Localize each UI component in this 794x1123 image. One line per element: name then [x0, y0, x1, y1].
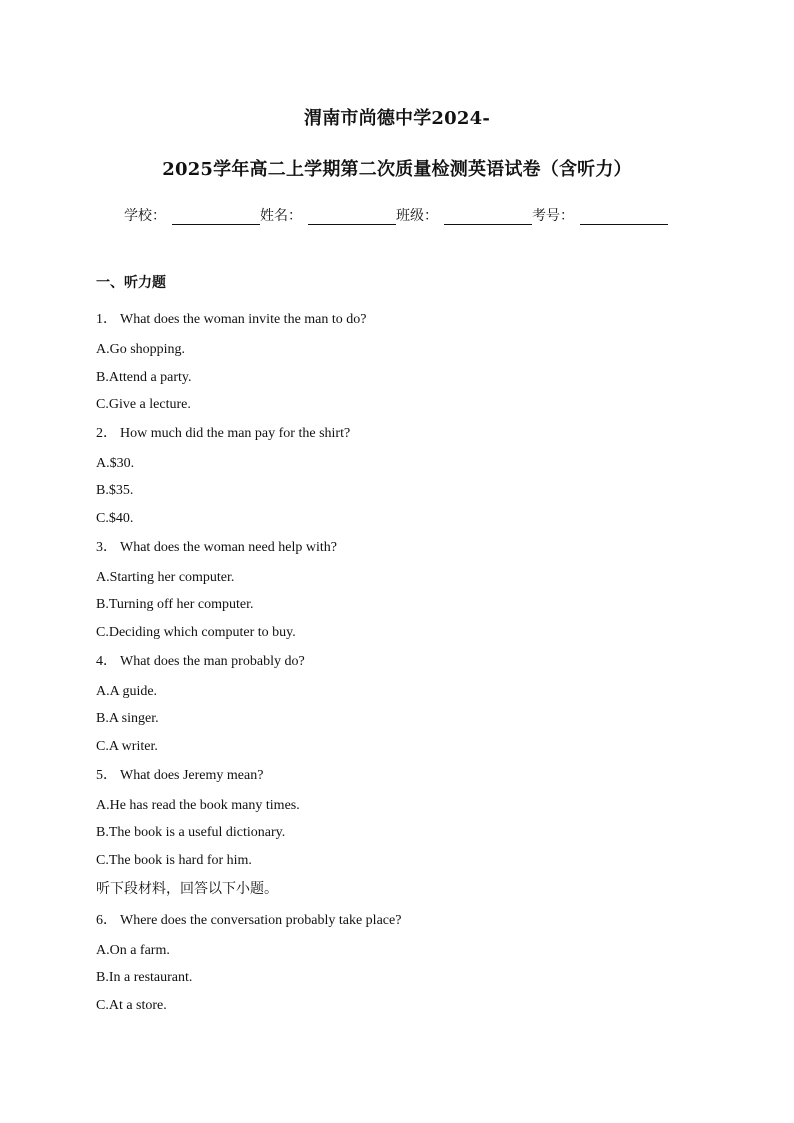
question-2-option-c: C.$40. — [96, 511, 134, 526]
question-text: Where does the conversation probably take place? — [120, 913, 402, 928]
listening-instruction: 听下段材料，回答以下小题。 — [96, 881, 278, 897]
name-field — [260, 205, 396, 225]
exam-number-blank — [580, 210, 668, 225]
question-text: What does the man probably do? — [120, 654, 305, 669]
question-2 — [96, 425, 350, 443]
question-1-option-b: B.Attend a party. — [96, 370, 192, 385]
question-5-option-b: B.The book is a useful dictionary. — [96, 825, 286, 840]
question-6-option-c: C.At a store. — [96, 998, 167, 1013]
question-6 — [96, 912, 401, 930]
name-blank — [308, 210, 396, 225]
question-number: 6． — [96, 913, 117, 928]
question-4-option-b: B.A singer. — [96, 711, 159, 726]
school-label: 学校： — [124, 208, 166, 224]
question-3-option-b: B.Turning off her computer. — [96, 597, 254, 612]
question-1 — [96, 311, 367, 329]
question-3 — [96, 539, 337, 557]
question-3-option-a: A.Starting her computer. — [96, 570, 235, 585]
student-info-line — [124, 205, 668, 225]
question-number: 1． — [96, 312, 117, 327]
question-5-option-c: C.The book is hard for him. — [96, 853, 252, 868]
question-text: What does Jeremy mean? — [120, 768, 264, 783]
exam-title-line-2: 2025学年高二上学期第二次质量检测英语试卷（含听力） — [162, 159, 632, 180]
question-1-option-c: C.Give a lecture. — [96, 397, 191, 412]
question-3-option-c: C.Deciding which computer to buy. — [96, 625, 296, 640]
question-1-option-a: A.Go shopping. — [96, 342, 186, 357]
class-label: 班级： — [396, 208, 438, 224]
exam-number-field — [532, 205, 668, 225]
question-2-option-b: B.$35. — [96, 483, 134, 498]
school-field — [124, 205, 260, 225]
question-number: 3． — [96, 540, 117, 555]
class-field — [396, 205, 532, 225]
question-5 — [96, 767, 263, 785]
question-number: 4． — [96, 654, 117, 669]
question-5-option-a: A.He has read the book many times. — [96, 798, 300, 813]
class-blank — [444, 210, 532, 225]
question-4-option-c: C.A writer. — [96, 739, 158, 754]
question-text: What does the woman invite the man to do? — [120, 312, 367, 327]
question-text: How much did the man pay for the shirt? — [120, 426, 351, 441]
school-blank — [172, 210, 260, 225]
question-text: What does the woman need help with? — [120, 540, 337, 555]
section-heading-listening: 一、听力题 — [96, 275, 166, 291]
name-label: 姓名： — [260, 208, 302, 224]
question-4 — [96, 653, 305, 671]
question-2-option-a: A.$30. — [96, 456, 135, 471]
question-6-option-a: A.On a farm. — [96, 943, 170, 958]
exam-number-label: 考号： — [532, 208, 574, 224]
question-4-option-a: A.A guide. — [96, 684, 158, 699]
question-number: 5． — [96, 768, 117, 783]
question-number: 2． — [96, 426, 117, 441]
question-6-option-b: B.In a restaurant. — [96, 970, 193, 985]
exam-title-line-1: 渭南市尚德中学2024- — [304, 108, 490, 129]
